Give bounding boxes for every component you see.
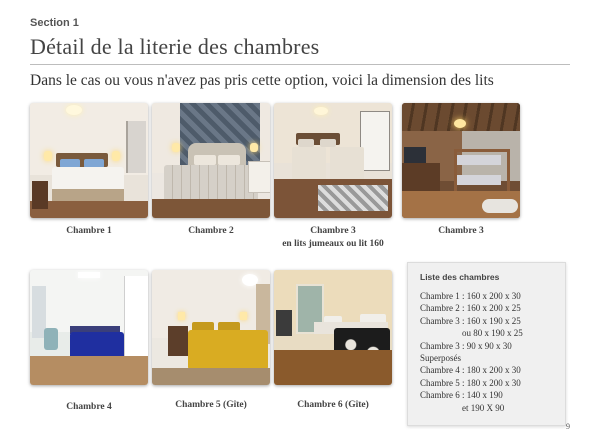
page-number: 9 (566, 422, 570, 431)
caption-chambre-3-twin (264, 225, 402, 251)
page-subtitle: Dans le cas ou vous n'avez pas pris cette option, voici la dimension des lits (30, 72, 494, 89)
room-list-line: Chambre 6 : 140 x 190 (420, 390, 503, 401)
caption-chambre-1: Chambre 1 (66, 226, 112, 236)
title-divider (30, 64, 570, 65)
room-list-line: Chambre 4 : 180 x 200 x 30 (420, 365, 521, 376)
caption-chambre-5: Chambre 5 (Gîte) (175, 400, 247, 410)
room-list-line: Chambre 3 : 90 x 90 x 30 (420, 340, 512, 351)
room-list-box (407, 262, 566, 426)
caption-chambre-2: Chambre 2 (188, 226, 234, 236)
room-photo-chambre-1 (30, 103, 148, 218)
room-list-title: Liste des chambres (420, 272, 500, 282)
caption-chambre-3-twin-line2: en lits jumeaux ou lit 160 (282, 239, 384, 249)
room-list-line: Chambre 2 : 160 x 200 x 25 (420, 303, 521, 314)
room-photo-chambre-2 (152, 103, 270, 218)
caption-chambre-6: Chambre 6 (Gîte) (297, 400, 369, 410)
caption-chambre-4: Chambre 4 (66, 402, 112, 412)
room-photo-chambre-5 (152, 270, 270, 385)
room-photo-chambre-3-bunk (402, 103, 520, 218)
section-label: Section 1 (30, 17, 79, 29)
room-list-lines (420, 290, 565, 414)
caption-chambre-3-bunk: Chambre 3 (438, 226, 484, 236)
caption-chambre-3-twin-line1: Chambre 3 (310, 226, 356, 236)
room-list-line: Superposés (420, 353, 461, 364)
room-list-line: Chambre 1 : 160 x 200 x 30 (420, 291, 521, 301)
room-list-line: Chambre 3 : 160 x 190 x 25 (420, 315, 521, 326)
room-photo-chambre-6 (274, 270, 392, 385)
room-list-line: ou 80 x 190 x 25 (462, 328, 523, 339)
room-list-line: Chambre 5 : 180 x 200 x 30 (420, 377, 521, 388)
room-photo-chambre-4 (30, 270, 148, 385)
room-list-line: et 190 X 90 (462, 402, 505, 413)
page-title: Détail de la literie des chambres (30, 34, 320, 59)
room-photo-chambre-3-twin (274, 103, 392, 218)
